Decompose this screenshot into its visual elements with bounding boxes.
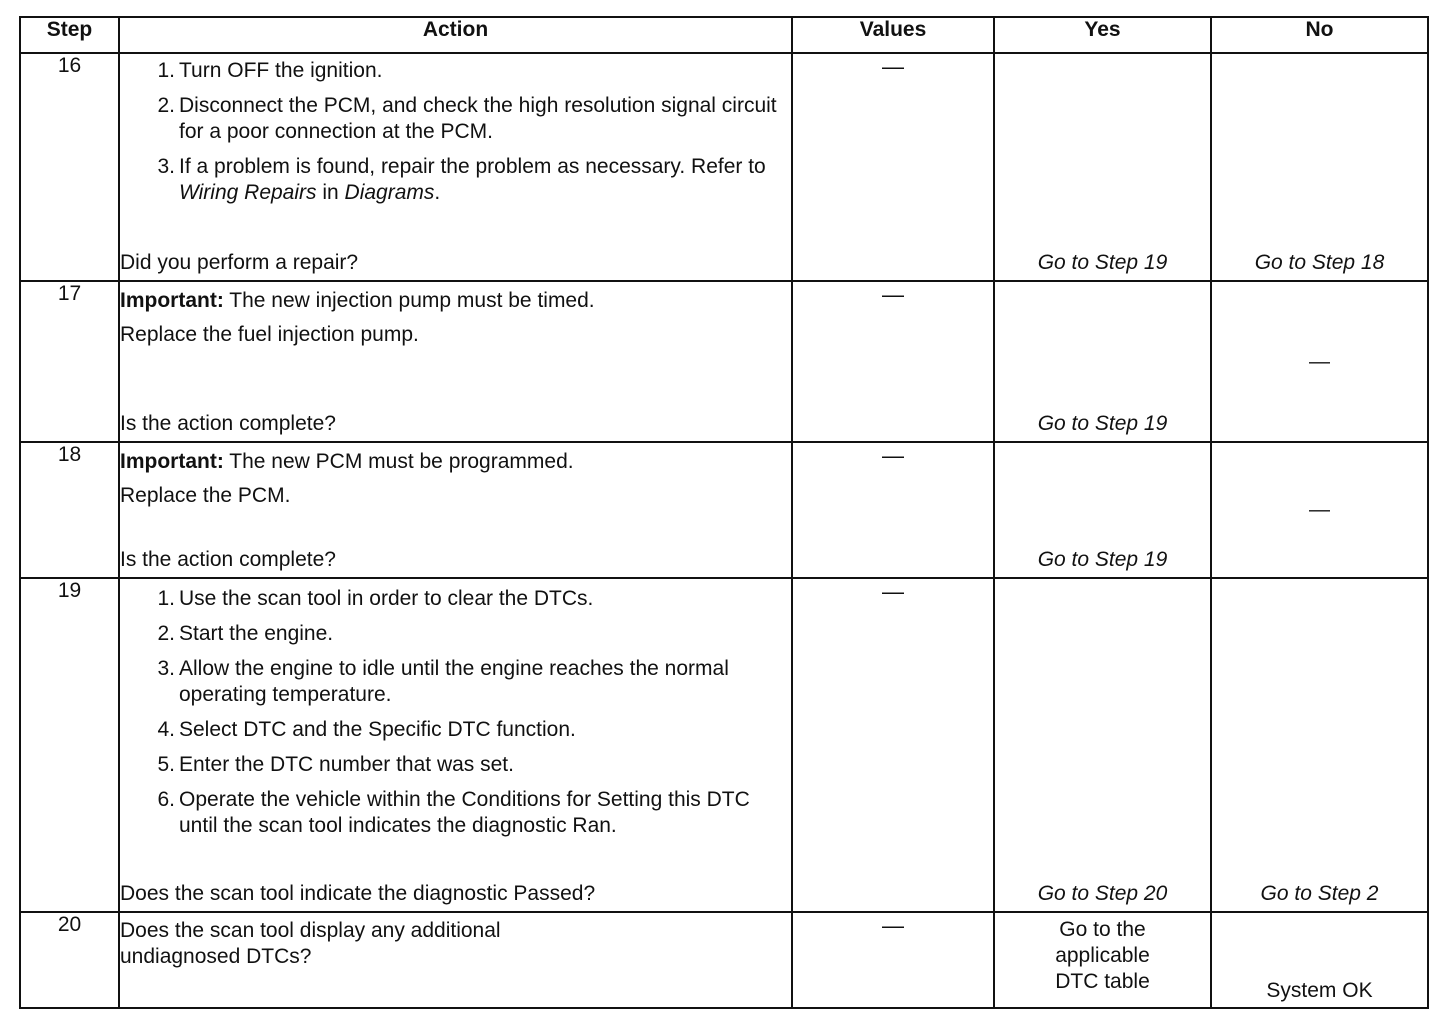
- yes-cell: [994, 281, 1211, 442]
- list-item: 3. If a problem is found, repair the problem as necessary. Refer to Wiring Repairs in Diagrams.: [157, 155, 766, 204]
- no-result: Go to Step 18: [1254, 251, 1385, 274]
- question-text: Does the scan tool display any additional undiagnosed DTCs?: [120, 919, 501, 968]
- table-row-step-16: [20, 53, 1428, 281]
- important-note: Important: The new PCM must be programmed.: [120, 450, 574, 473]
- values-cell: —: [792, 281, 994, 442]
- action-cell: [119, 281, 792, 442]
- list-item: 3. Allow the engine to idle until the engine reaches the normal operating temperature.: [157, 657, 729, 706]
- step-number: 19: [20, 578, 119, 912]
- header-values: Values: [792, 17, 994, 53]
- step-number: 20: [20, 912, 119, 1008]
- no-cell: [1211, 281, 1428, 442]
- step-number: 18: [20, 442, 119, 578]
- list-item: 1. Use the scan tool in order to clear the DTCs.: [157, 587, 594, 610]
- list-item: 2. Start the engine.: [157, 622, 334, 645]
- question-text: Did you perform a repair?: [120, 251, 359, 274]
- no-result: Go to Step 2: [1260, 882, 1379, 905]
- action-cell: [119, 578, 792, 912]
- reference-link: Wiring Repairs: [179, 181, 317, 204]
- question-text: Does the scan tool indicate the diagnostic Passed?: [120, 882, 596, 905]
- diagnostic-table: [19, 16, 1429, 1009]
- table-row-step-19: [20, 578, 1428, 912]
- yes-result: Go to Step 19: [1037, 412, 1168, 435]
- question-text: Is the action complete?: [120, 412, 336, 435]
- no-cell: [1211, 53, 1428, 281]
- yes-result: Go to Step 19: [1037, 251, 1168, 274]
- list-item: 2. Disconnect the PCM, and check the high resolution signal circuit for a poor connection at the PCM.: [157, 94, 777, 143]
- header-row: [20, 17, 1428, 53]
- no-cell: [1211, 578, 1428, 912]
- no-result: —: [1309, 498, 1330, 521]
- header-yes: Yes: [994, 17, 1211, 53]
- instruction-text: Replace the fuel injection pump.: [120, 323, 419, 346]
- values-cell: —: [792, 53, 994, 281]
- action-cell: [119, 53, 792, 281]
- reference-link: Diagrams: [344, 181, 435, 204]
- yes-result: Go to Step 19: [1037, 548, 1168, 571]
- no-cell: [1211, 442, 1428, 578]
- action-list: [120, 586, 791, 839]
- list-item: 6. Operate the vehicle within the Conditions for Setting this DTC until the scan tool indicates the diagnostic Ran.: [157, 788, 750, 837]
- question-text: Is the action complete?: [120, 548, 336, 571]
- list-item: 1. Turn OFF the ignition.: [157, 59, 383, 82]
- yes-cell: [994, 442, 1211, 578]
- header-step: Step: [20, 17, 119, 53]
- values-cell: —: [792, 442, 994, 578]
- table-row-step-18: [20, 442, 1428, 578]
- step-number: 16: [20, 53, 119, 281]
- list-item: 4. Select DTC and the Specific DTC function.: [157, 718, 576, 741]
- values-cell: —: [792, 912, 994, 1008]
- yes-result: Go to Step 20: [1037, 882, 1168, 905]
- important-note: Important: The new injection pump must be timed.: [120, 289, 595, 312]
- instruction-text: Replace the PCM.: [120, 484, 291, 507]
- step-number: 17: [20, 281, 119, 442]
- header-no: No: [1211, 17, 1428, 53]
- values-cell: —: [792, 578, 994, 912]
- action-list: [120, 58, 791, 206]
- table-row-step-17: [20, 281, 1428, 442]
- no-result: —: [1309, 349, 1330, 373]
- list-item: 5. Enter the DTC number that was set.: [157, 753, 514, 776]
- action-cell: [119, 442, 792, 578]
- no-result: System OK: [1266, 979, 1373, 1002]
- header-action: Action: [119, 17, 792, 53]
- yes-cell: [994, 578, 1211, 912]
- yes-cell: [994, 53, 1211, 281]
- yes-result: Go to the applicable DTC table: [1055, 918, 1150, 993]
